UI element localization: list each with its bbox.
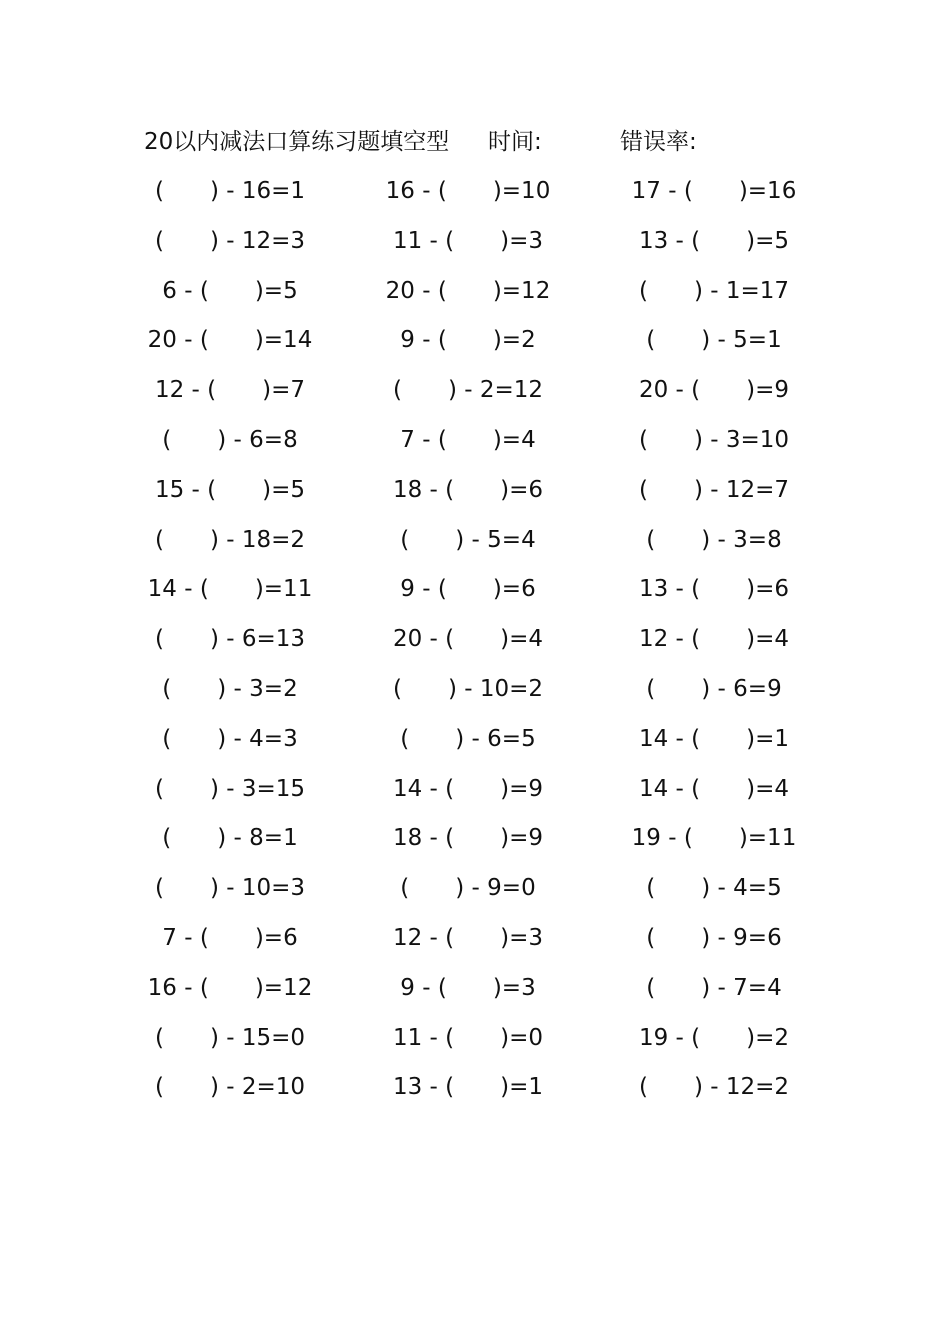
problem-cell: 20 - ( )=9	[638, 377, 790, 404]
problem-row	[0, 723, 950, 773]
problem-cell: 6 - ( )=5	[162, 277, 298, 304]
problem-row	[0, 773, 950, 823]
error-rate-label: 错误率:	[620, 129, 697, 155]
problem-cell: 20 - ( )=12	[385, 277, 551, 304]
problem-cell: 13 - ( )=1	[392, 1074, 544, 1101]
problem-cell: 11 - ( )=3	[392, 227, 544, 254]
problem-cell: ( ) - 12=2	[638, 1074, 790, 1101]
problem-cell: 19 - ( )=11	[631, 825, 797, 852]
problem-row	[0, 872, 950, 922]
problem-row	[0, 673, 950, 723]
problem-cell: ( ) - 4=5	[646, 875, 782, 902]
problem-cell: ( ) - 6=9	[646, 675, 782, 702]
problem-row	[0, 972, 950, 1022]
problem-row	[0, 623, 950, 673]
problem-cell: ( ) - 10=2	[392, 675, 544, 702]
problem-row	[0, 275, 950, 325]
problem-cell: ( ) - 6=8	[162, 426, 298, 453]
worksheet-header	[144, 126, 844, 158]
problem-cell: ( ) - 5=1	[646, 327, 782, 354]
problem-cell: ( ) - 16=1	[154, 178, 306, 204]
problem-cell: ( ) - 6=13	[154, 626, 306, 653]
problem-cell: 12 - ( )=7	[154, 377, 306, 404]
problem-cell: ( ) - 8=1	[162, 825, 298, 852]
problem-cell: ( ) - 2=12	[392, 377, 544, 404]
problem-cell: 16 - ( )=10	[385, 178, 551, 204]
problem-cell: 11 - ( )=0	[392, 1024, 544, 1051]
problem-cell: 19 - ( )=2	[638, 1024, 790, 1051]
problem-cell: 12 - ( )=3	[392, 924, 544, 951]
problem-cell: ( ) - 18=2	[154, 526, 306, 553]
time-label: 时间:	[488, 129, 542, 155]
problem-cell: 12 - ( )=4	[638, 626, 790, 653]
problem-row	[0, 524, 950, 574]
problem-cell: ( ) - 4=3	[162, 725, 298, 752]
problem-row	[0, 225, 950, 275]
problem-cell: ( ) - 2=10	[154, 1074, 306, 1101]
problem-grid	[0, 175, 950, 1121]
problem-cell: 20 - ( )=4	[392, 626, 544, 653]
problem-cell: ( ) - 5=4	[400, 526, 536, 553]
problem-cell: ( ) - 7=4	[646, 974, 782, 1001]
problem-row	[0, 1022, 950, 1072]
problem-cell: ( ) - 3=2	[162, 675, 298, 702]
problem-cell: 15 - ( )=5	[154, 476, 306, 503]
problem-row	[0, 374, 950, 424]
problem-cell: ( ) - 15=0	[154, 1024, 306, 1051]
problem-row	[0, 424, 950, 474]
problem-cell: 17 - ( )=16	[631, 178, 797, 204]
problem-cell: 13 - ( )=5	[638, 227, 790, 254]
problem-cell: ( ) - 9=6	[646, 924, 782, 951]
problem-cell: ( ) - 12=3	[154, 227, 306, 254]
problem-cell: 13 - ( )=6	[638, 576, 790, 603]
problem-cell: 7 - ( )=4	[400, 426, 536, 453]
problem-row	[0, 474, 950, 524]
problem-cell: ( ) - 3=8	[646, 526, 782, 553]
problem-row	[0, 573, 950, 623]
problem-cell: ( ) - 12=7	[638, 476, 790, 503]
problem-cell: 20 - ( )=14	[147, 327, 313, 354]
problem-cell: 16 - ( )=12	[147, 974, 313, 1001]
problem-cell: 18 - ( )=9	[392, 825, 544, 852]
problem-row	[0, 922, 950, 972]
worksheet-title: 20以内减法口算练习题填空型	[144, 129, 450, 155]
problem-cell: 9 - ( )=3	[400, 974, 536, 1001]
problem-cell: 14 - ( )=4	[638, 775, 790, 802]
problem-cell: ( ) - 9=0	[400, 875, 536, 902]
problem-cell: 18 - ( )=6	[392, 476, 544, 503]
problem-row	[0, 1071, 950, 1121]
problem-cell: ( ) - 10=3	[154, 875, 306, 902]
problem-cell: 14 - ( )=11	[147, 576, 313, 603]
problem-cell: ( ) - 3=15	[154, 775, 306, 802]
problem-cell: ( ) - 3=10	[638, 426, 790, 453]
problem-cell: ( ) - 6=5	[400, 725, 536, 752]
problem-cell: 14 - ( )=1	[638, 725, 790, 752]
problem-cell: 7 - ( )=6	[162, 924, 298, 951]
problem-cell: ( ) - 1=17	[638, 277, 790, 304]
problem-row	[0, 822, 950, 872]
problem-cell: 9 - ( )=6	[400, 576, 536, 603]
problem-row	[0, 175, 950, 225]
problem-cell: 14 - ( )=9	[392, 775, 544, 802]
problem-cell: 9 - ( )=2	[400, 327, 536, 354]
problem-row	[0, 324, 950, 374]
